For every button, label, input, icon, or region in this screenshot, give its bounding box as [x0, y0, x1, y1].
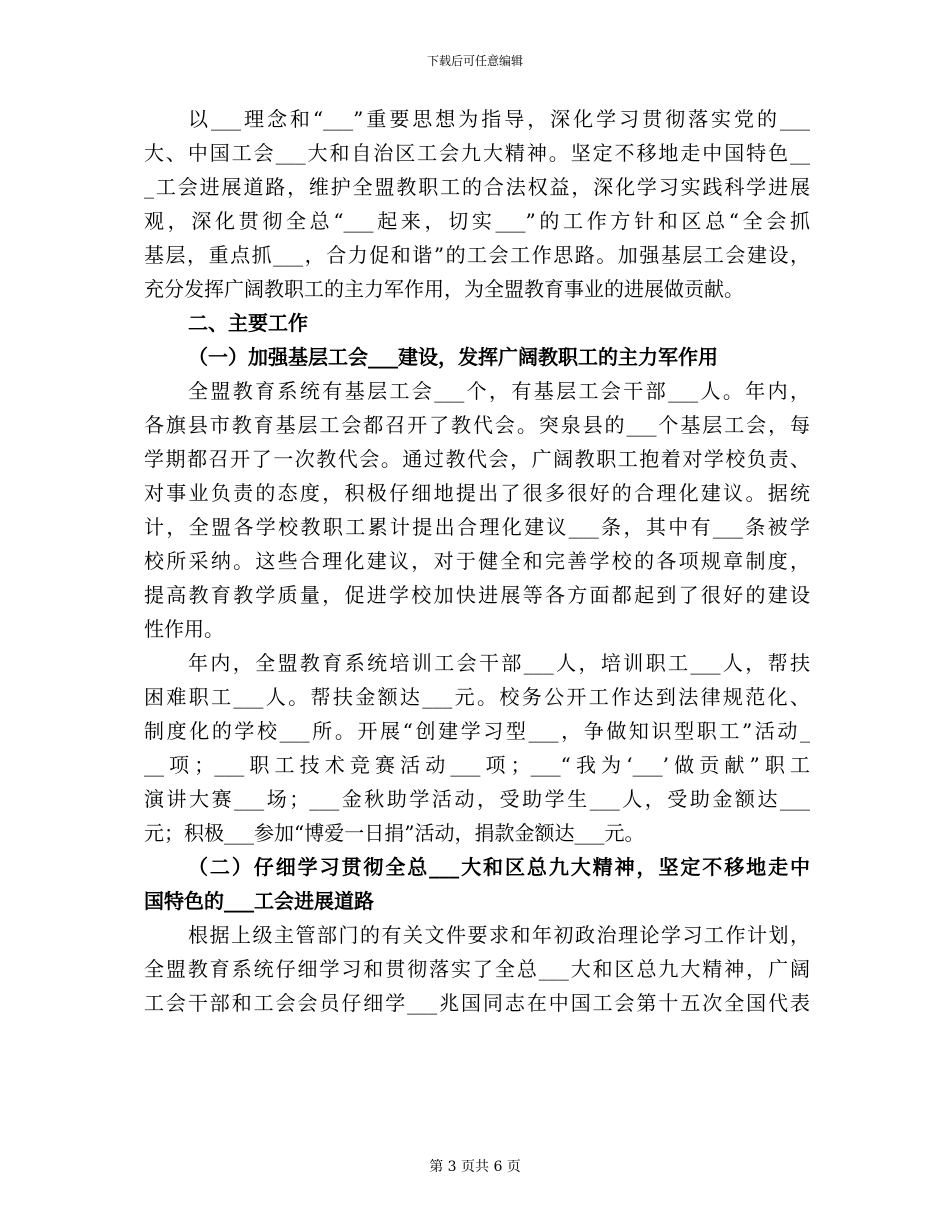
- paragraph-line: 困难职工___人。帮扶金额达___元。校务公开工作达到法律规范化、: [144, 685, 810, 709]
- paragraph-line: 工会干部和工会会员仔细学___兆国同志在中国工会第十五次全国代表: [144, 991, 810, 1015]
- section-heading-line: 二、主要工作: [188, 311, 308, 335]
- paragraph-line: 对事业负责的态度，积极仔细地提出了很多很好的合理化建议。据统: [144, 481, 810, 505]
- paragraph-line: 元；积极___参加“博爱一日捐”活动，捐款金额达___元。: [144, 821, 645, 845]
- page-header: 下载后可任意编辑: [426, 54, 523, 68]
- paragraph-line: 性作用。: [144, 617, 224, 641]
- section-heading-line: （一）加强基层工会___建设，发挥广阔教职工的主力军作用: [188, 345, 718, 369]
- paragraph-line: 学期都召开了一次教代会。通过教代会，广阔教职工抱着对学校负责、: [144, 447, 810, 471]
- paragraph-line: 计，全盟各学校教职工累计提出合理化建议___条，其中有___条被学: [144, 515, 810, 539]
- paragraph-line: 以___理念和“___”重要思想为指导，深化学习贯彻落实党的___: [188, 107, 810, 131]
- page-number: 第 3 页共 6 页: [429, 1159, 521, 1175]
- document-body: [144, 102, 810, 1020]
- paragraph-line: 大、中国工会___大和自治区工会九大精神。坚定不移地走中国特色__: [144, 141, 810, 165]
- paragraph-line: _工会进展道路，维护全盟教职工的合法权益，深化学习实践科学进展: [144, 175, 810, 199]
- paragraph-line: 校所采纳。这些合理化建议，对于健全和完善学校的各项规章制度，: [144, 549, 810, 573]
- paragraph-line: 充分发挥广阔教职工的主力军作用，为全盟教育事业的进展做贡献。: [144, 277, 744, 301]
- paragraph-line: 各旗县市教育基层工会都召开了教代会。突泉县的___个基层工会，每: [144, 413, 810, 437]
- paragraph-line: 全盟教育系统仔细学习和贯彻落实了全总___大和区总九大精神，广阔: [144, 957, 810, 981]
- paragraph-line: 根据上级主管部门的有关文件要求和年初政治理论学习工作计划，: [188, 923, 810, 947]
- section-heading-line: （二）仔细学习贯彻全总___大和区总九大精神，坚定不移地走中: [188, 855, 810, 879]
- paragraph-line: 制度化的学校___所。开展“创建学习型___，争做知识型职工”活动_: [144, 719, 810, 743]
- paragraph-line: 演讲大赛___场；___金秋助学活动，受助学生___人，受助金额达___: [144, 787, 810, 811]
- paragraph-line: 提高教育教学质量，促进学校加快进展等各方面都起到了很好的建设: [144, 583, 810, 607]
- paragraph-line: 基层，重点抓___，合力促和谐”的工会工作思路。加强基层工会建设，: [144, 243, 810, 267]
- paragraph-line: 全盟教育系统有基层工会___个，有基层工会干部___人。年内，: [188, 379, 810, 403]
- paragraph-line: 观，深化贯彻全总“___起来，切实___”的工作方针和区总“全会抓: [144, 209, 810, 233]
- paragraph-line: 年内，全盟教育系统培训工会干部___人，培训职工___人，帮扶: [188, 651, 810, 675]
- paragraph-line: __项；___职工技术竞赛活动___项；___“我为‘___’做贡献”职工: [144, 753, 810, 777]
- section-heading-line: 国特色的___工会进展道路: [144, 889, 374, 913]
